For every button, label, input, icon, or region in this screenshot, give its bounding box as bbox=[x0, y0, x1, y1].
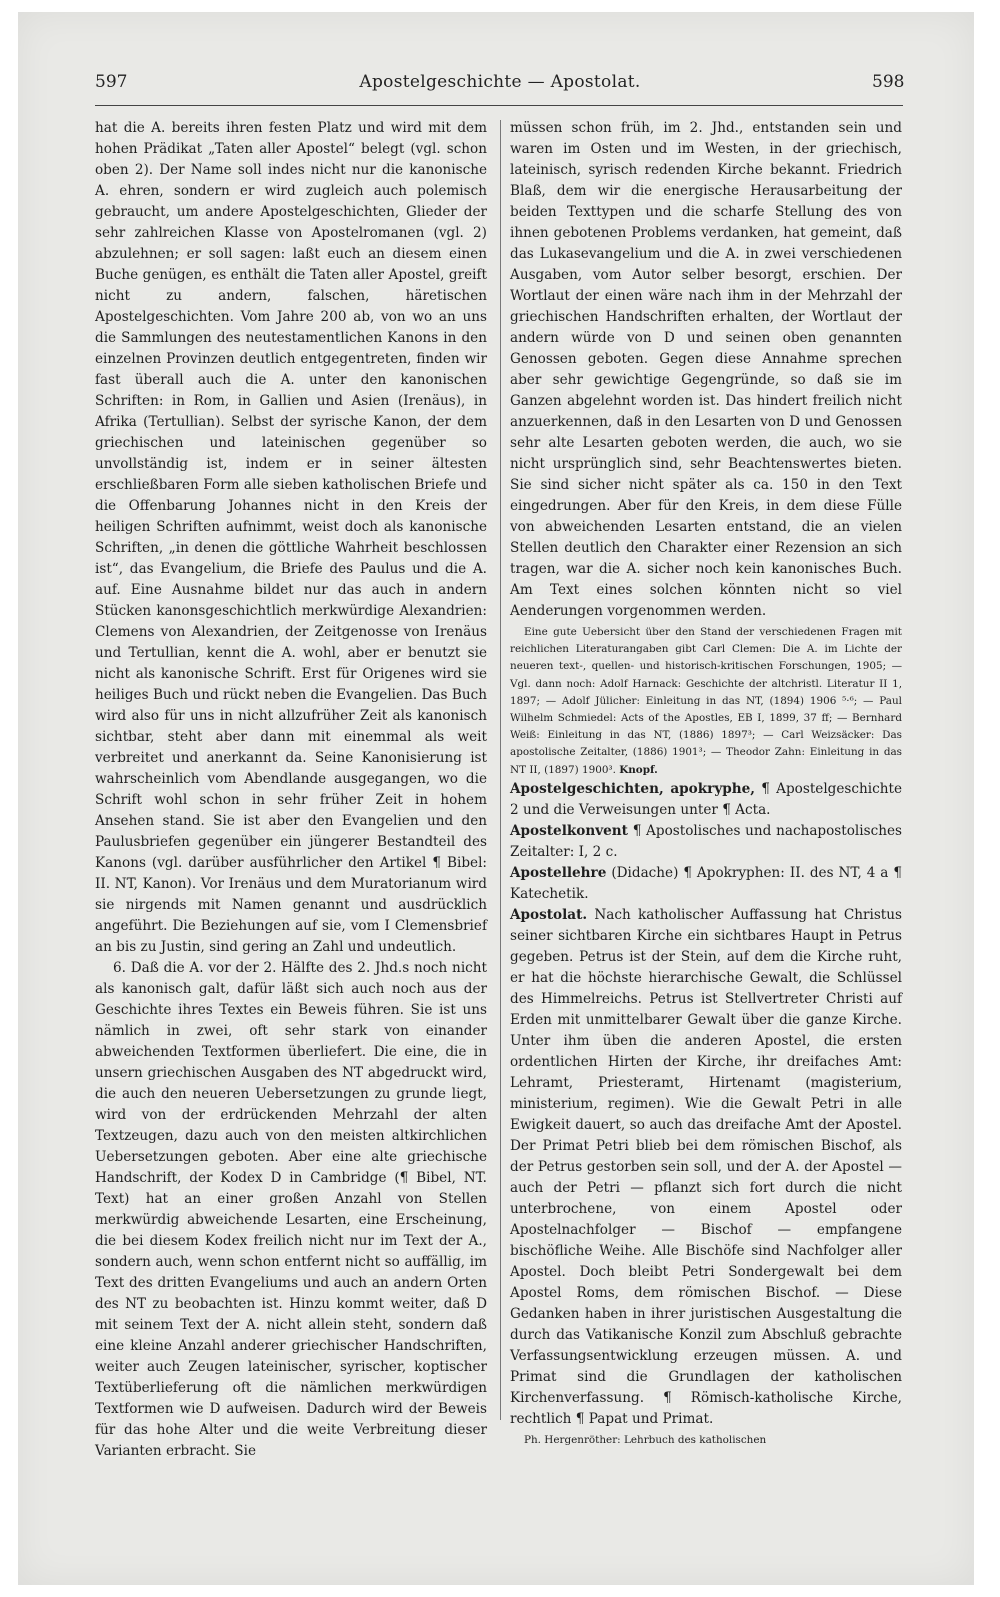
left-column bbox=[95, 118, 487, 1462]
entry-text: Nach katholischer Auffassung hat Christus seiner sichtbaren Kirche ein sichtbares Haupt in Petrus gegeben. Petrus ist der Stein, auf dem die Kirche ruht, er hat die höchste hierarchische Gewalt, die Schlüssel des Himmelreichs. Petrus ist Stellvertreter Christi auf Erden mit unmittelbarer Gewalt über die ganze Kirche. Unter ihm üben die anderen Apostel, die ersten ordentlichen Hirten der Kirche, ihr dreifaches Amt: Lehramt, Priesteramt, Hirtenamt (magisterium, ministerium, regimen). Wie die Gewalt Petri in alle Ewigkeit dauert, so auch das dreifache Amt der Apostel. Der Primat Petri blieb bei dem römischen Bischof, als der Petrus gestorben sein soll, und der A. der Apostel — auch der Petri — pflanzt sich fort durch die nicht unterbrochene, von einem Apostel oder Apostelnachfolger — Bischof — empfangene bischöfliche Weihe. Alle Bischöfe sind Nachfolger aller Apostel. Doch bleibt Petri Sondergewalt bei dem Apostel Roms, dem römischen Bischof. — Diese Gedanken haben in ihrer juristischen Ausgestaltung die durch das Vatikanische Konzil zum Abschluß gebrachte Verfassungsentwicklung erzeugen müssen. A. und Primat sind die Grundlagen der katholischen Kirchenverfassung. ¶ Römisch-katholische Kirche, rechtlich ¶ Papat und Primat. bbox=[510, 906, 902, 1427]
page-number-right: 598 bbox=[872, 72, 905, 92]
entry-apostolat bbox=[510, 905, 902, 1430]
entry-apostelkonvent bbox=[510, 821, 902, 863]
column-separator bbox=[500, 120, 501, 1420]
entry-headword: Apostellehre bbox=[510, 864, 607, 881]
entry-text: (Didache) ¶ Apokryphen: II. des NT, 4 a ¶ Katechetik. bbox=[510, 864, 902, 902]
header-rule bbox=[95, 105, 903, 106]
literature-note bbox=[510, 624, 902, 779]
entry-headword: Apostelkonvent bbox=[510, 822, 628, 839]
left-paragraph-1: hat die A. bereits ihren festen Platz und wird mit dem hohen Prädikat „Taten aller Apostel“ belegt (vgl. schon oben 2). Der Name soll indes nicht nur die kanonische A. ehren, sondern er wird zugleich auch polemisch gebraucht, um andere Apostelgeschichten, Glieder der sehr zahlreichen Klasse von Apostelromanen (vgl. 2) abzulehnen; er soll sagen: laßt euch an diesem einen Buche genügen, es enthält die Taten aller Apostel, greift nicht zu andern, falschen, häretischen Apostelgeschichten. Vom Jahre 200 ab, von wo an uns die Sammlungen des neutestamentlichen Kanons in den einzelnen Provinzen deutlich entgegentreten, finden wir fast überall auch die A. unter den kanonischen Schriften: in Rom, in Gallien und Asien (Irenäus), in Afrika (Tertullian). Selbst der syrische Kanon, der dem griechischen und lateinischen gegenüber so unvollständig ist, indem er in seiner ältesten erschließbaren Form alle sieben katholischen Briefe und die Offenbarung Johannes nicht in den Kreis der heiligen Schriften aufnimmt, weist doch als kanonische Schriften, „in denen die göttliche Wahrheit beschlossen ist“, das Evangelium, die Briefe des Paulus und die A. auf. Eine Ausnahme bildet nur das auch in andern Stücken kanonsgeschichtlich merkwürdige Alexandrien: Clemens von Alexandrien, der Zeitgenosse von Irenäus und Tertullian, kennt die A. wohl, aber er benutzt sie nicht als kanonische Schrift. Erst für Origenes wird sie heiliges Buch und rückt neben die Evangelien. Das Buch wird also für uns in nicht allzufrüher Zeit als kanonisch sichtbar, steht aber dann mit einemmal als weit verbreitet und anerkannt da. Seine Kanonisierung ist wahrscheinlich vom Abendlande ausgegangen, wo die Schrift wohl schon in sehr früher Zeit in hohem Ansehen stand. Sie ist aber den Evangelien und den Paulusbriefen gegenüber ein jüngerer Bestandteil des Kanons (vgl. darüber ausführlicher den Artikel ¶ Bibel: II. NT, Kanon). Vor Irenäus und dem Muratorianum wird sie nirgends mit Namen genannt und ausdrücklich angeführt. Die Beziehungen auf sie, vom I Clemensbrief an bis zu Justin, sind gering an Zahl und undeutlich. bbox=[95, 120, 487, 955]
running-title: Apostelgeschichte — Apostolat. bbox=[359, 72, 641, 92]
entry-headword: Apostelgeschichten, apokryphe, bbox=[510, 780, 755, 797]
entry-text: ¶ Apostolisches und nachapostolisches Zeitalter: I, 2 c. bbox=[510, 822, 902, 860]
entry-text: ¶ Apostelgeschichte 2 und die Verweisungen unter ¶ Acta. bbox=[510, 780, 902, 818]
literature-text: Eine gute Uebersicht über den Stand der verschiedenen Fragen mit reichlichen Literaturangaben gibt Carl Clemen: Die A. im Lichte der neueren text-, quellen- und historisch-kritischen Forschungen, 1905; — Vgl. dann noch: Adolf Harnack: Geschichte der altchristl. Literatur II 1, 1897; — Adolf Jülicher: Einleitung in das NT, (1894) 1906 ⁵·⁶; — Paul Wilhelm Schmiedel: Acts of the Apostles, EB I, 1899, 37 ff; — Bernhard Weiß: Einleitung in das NT, (1886) 1897³; — Carl Weizsäcker: Das apostolische Zeitalter, (1886) 1901³; — Theodor Zahn: Einleitung in das NT II, (1897) 1900³. bbox=[510, 626, 902, 776]
page-number-left: 597 bbox=[95, 72, 128, 92]
entry-apostelgeschichten-apokryphe bbox=[510, 779, 902, 821]
author-signature: Knopf. bbox=[619, 763, 658, 776]
left-paragraph-2: 6. Daß die A. vor der 2. Hälfte des 2. Jhd.s noch nicht als kanonisch galt, dafür läßt sich auch noch aus der Geschichte ihres Textes ein Beweis führen. Sie ist uns nämlich in zwei, oft sehr stark von einander abweichenden Textformen überliefert. Die eine, die in unsern griechischen Ausgaben des NT abgedruckt wird, die auch den neueren Uebersetzungen zu grunde liegt, wird von der erdrückenden Mehrzahl der alten Textzeugen, dazu auch von den meisten altkirchlichen Uebersetzungen geboten. Aber eine alte griechische Handschrift, der Kodex D in Cambridge (¶ Bibel, NT. Text) hat an einer großen Anzahl von Stellen merkwürdig abweichende Lesarten, eine Erscheinung, die bei diesem Kodex freilich nicht nur im Text der A., sondern auch, wenn schon entfernt nicht so auffällig, im Text des dritten Evangeliums und auch an andern Orten des NT zu beobachten ist. Hinzu kommt weiter, daß D mit seinem Text der A. nicht allein steht, sondern daß eine kleine Anzahl anderer griechischer Handschriften, weiter auch Zeugen lateinischer, syrischer, koptischer Textüberlieferung oft die nämlichen merkwürdigen Textformen wie D aufweisen. Dadurch wird der Beweis für das hohe Alter und die weite Verbreitung dieser Varianten erbracht. Sie bbox=[95, 960, 487, 1459]
literature-last-line: Ph. Hergenröther: Lehrbuch des katholischen bbox=[524, 1433, 767, 1446]
entry-apostellehre bbox=[510, 863, 902, 905]
entry-headword: Apostolat. bbox=[510, 906, 588, 923]
right-column bbox=[510, 118, 902, 1449]
right-paragraph-1: müssen schon früh, im 2. Jhd., entstanden sein und waren im Osten und im Westen, in der griechisch, lateinisch, syrisch redenden Kirche bekannt. Friedrich Blaß, dem wir die energische Herausarbeitung der beiden Texttypen und die scharfe Stellung des von ihnen gebotenen Problems verdanken, hat gemeint, daß das Lukasevangelium und die A. in zwei verschiedenen Ausgaben, vom Autor selber besorgt, erschien. Der Wortlaut der einen wäre nach ihm in der Mehrzahl der griechischen Handschriften erhalten, der Wortlaut der andern würde von D und seinen oben genannten Genossen geboten. Gegen diese Annahme sprechen aber sehr gewichtige Gegengründe, so daß sie im Ganzen abgelehnt worden ist. Das hindert freilich nicht anzuerkennen, daß in den Lesarten von D und Genossen sehr alte Lesarten geboten werden, die auch, wo sie nicht ursprünglich sind, sehr Beachtenswertes bieten. Sie sind sicher nicht später als ca. 150 in den Text eingedrungen. Aber für den Kreis, in dem diese Fülle von abweichenden Lesarten entstand, die an vielen Stellen deutlich den Charakter einer Rezension an sich tragen, war die A. sicher noch kein kanonisches Buch. Am Text eines solchen könnten nicht so viel Aenderungen vorgenommen werden. bbox=[510, 120, 902, 619]
